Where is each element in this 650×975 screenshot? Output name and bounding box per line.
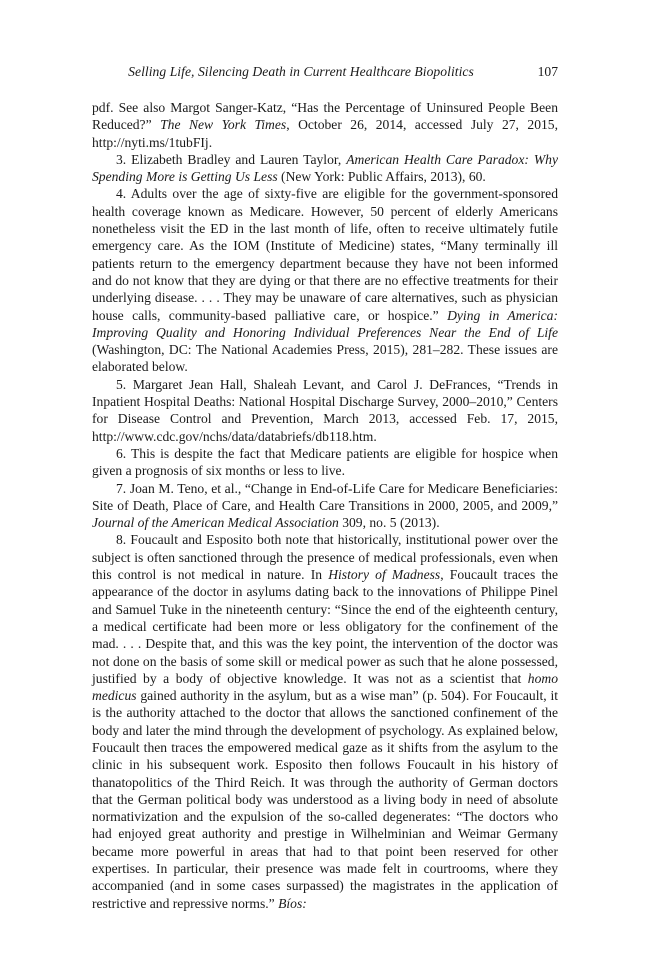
endnote [92,480,558,532]
italic-title: Journal of the American Medical Association [92,515,339,531]
note-text: pdf. See also Margot Sanger-Katz, “Has the Percentage of Uninsured People Been Reduced?” [92,100,558,133]
italic-title: homo medicus [92,670,558,704]
note-text: , October 26, 2014, accessed July 27, 2015, http://nyti.ms/1tubFIj. [92,117,558,150]
note-text: 5. Margaret Jean Hall, Shaleah Levant, and Carol J. DeFrances, “Trends in Inpatient Hospital Deaths: National Hospital Discharge Survey, 2000–2010,” Centers for Disease Control and Prevention, March 2013, accessed Feb. 17, 2015, http://www.cdc.gov/nchs/data/databriefs/db118.htm. [92,376,558,444]
endnotes-body [92,99,558,912]
italic-title: History of Madness [328,567,441,583]
note-text: 8. Foucault and Esposito both note that historically, institutional power over the subject is often sanctioned through the presence of medical professionals, even when this control is not medical in nature. In [92,532,558,583]
endnote [92,445,558,480]
note-text: 4. Adults over the age of sixty-five are eligible for the government-sponsored health coverage known as Medicare. However, 50 percent of elderly Americans nonetheless visit the ED in the last month of life, often to receive ultimately futile emergency care. As the IOM (Institute of Medicine) states, “Many terminally ill patients return to the emergency department because they have not been informed and do not know that they are dying or that there are no effective treatments for their underlying disease. . . . They may be unaware of care alternatives, such as physician house calls, community-based palliative care, or hospice.” [92,186,558,323]
note-text: (New York: Public Affairs, 2013), 60. [277,169,486,185]
note-text: 6. This is despite the fact that Medicare patients are eligible for hospice when given a prognosis of six months or less to live. [92,445,558,479]
italic-title: The New York Times [160,117,287,133]
endnote-continuation [92,99,558,151]
italic-title: Dying in America: Improving Quality and Honoring Individual Preferences Near the End of Life [92,307,558,340]
italic-title: Bíos: [278,895,307,911]
running-title: Selling Life, Silencing Death in Current Healthcare Biopolitics [128,64,474,79]
note-text: gained authority in the asylum, but as a wise man” (p. 504). For Foucault, it is the authority attached to the doctor that allows the sanctioned confinement of the body and later the mind through the development of psychology. As explained below, Foucault then traces the empowered medical gaze as it shifts from the asylum to the clinic in his subsequent work. Esposito then follows Foucault in his history of thanatopolitics of the Third Reich. It was through the authority of German doctors that the German political body was understood as a living body in need of absolute normativization and the expulsion of the so-called degenerates: “The doctors who had enjoyed great authority and prestige in Wilhelminian and Weimar Germany became more powerful in areas that had to that point been reserved for other expertises. In particular, their presence was made felt in courtrooms, where they accompanied (and in some cases surpassed) the magistrates in the application of restrictive and repressive norms.” [92,688,558,911]
note-text: (Washington, DC: The National Academies Press, 2015), 281–282. These issues are elaborated below. [92,342,558,375]
italic-title: American Health Care Paradox: Why Spending More is Getting Us Less [92,151,558,185]
note-text: 7. Joan M. Teno, et al., “Change in End-of-Life Care for Medicare Beneficiaries: Site of Death, Place of Care, and Health Care Transitions in 2000, 2005, and 2009,” [92,480,558,513]
note-text: 309, no. 5 (2013). [338,515,440,531]
note-text: , Foucault traces the appearance of the doctor in asylums dating back to the innovations of Philippe Pinel and Samuel Tuke in the nineteenth century: “Since the end of the eighteenth century, a medical certificate had been more or less obligatory for the confinement of the mad. . . . Despite that, and this was the key point, the intervention of the doctor was not done on the basis of some skill or medical power as such that he alone possessed, justified by a body of objective knowledge. It was not as a scientist that [92,567,559,686]
running-head [92,64,558,86]
endnote [92,151,558,186]
page-number: 107 [537,64,558,79]
endnote [92,531,558,912]
endnote [92,185,558,375]
note-text: 3. Elizabeth Bradley and Lauren Taylor, [116,151,347,167]
endnote [92,376,558,445]
